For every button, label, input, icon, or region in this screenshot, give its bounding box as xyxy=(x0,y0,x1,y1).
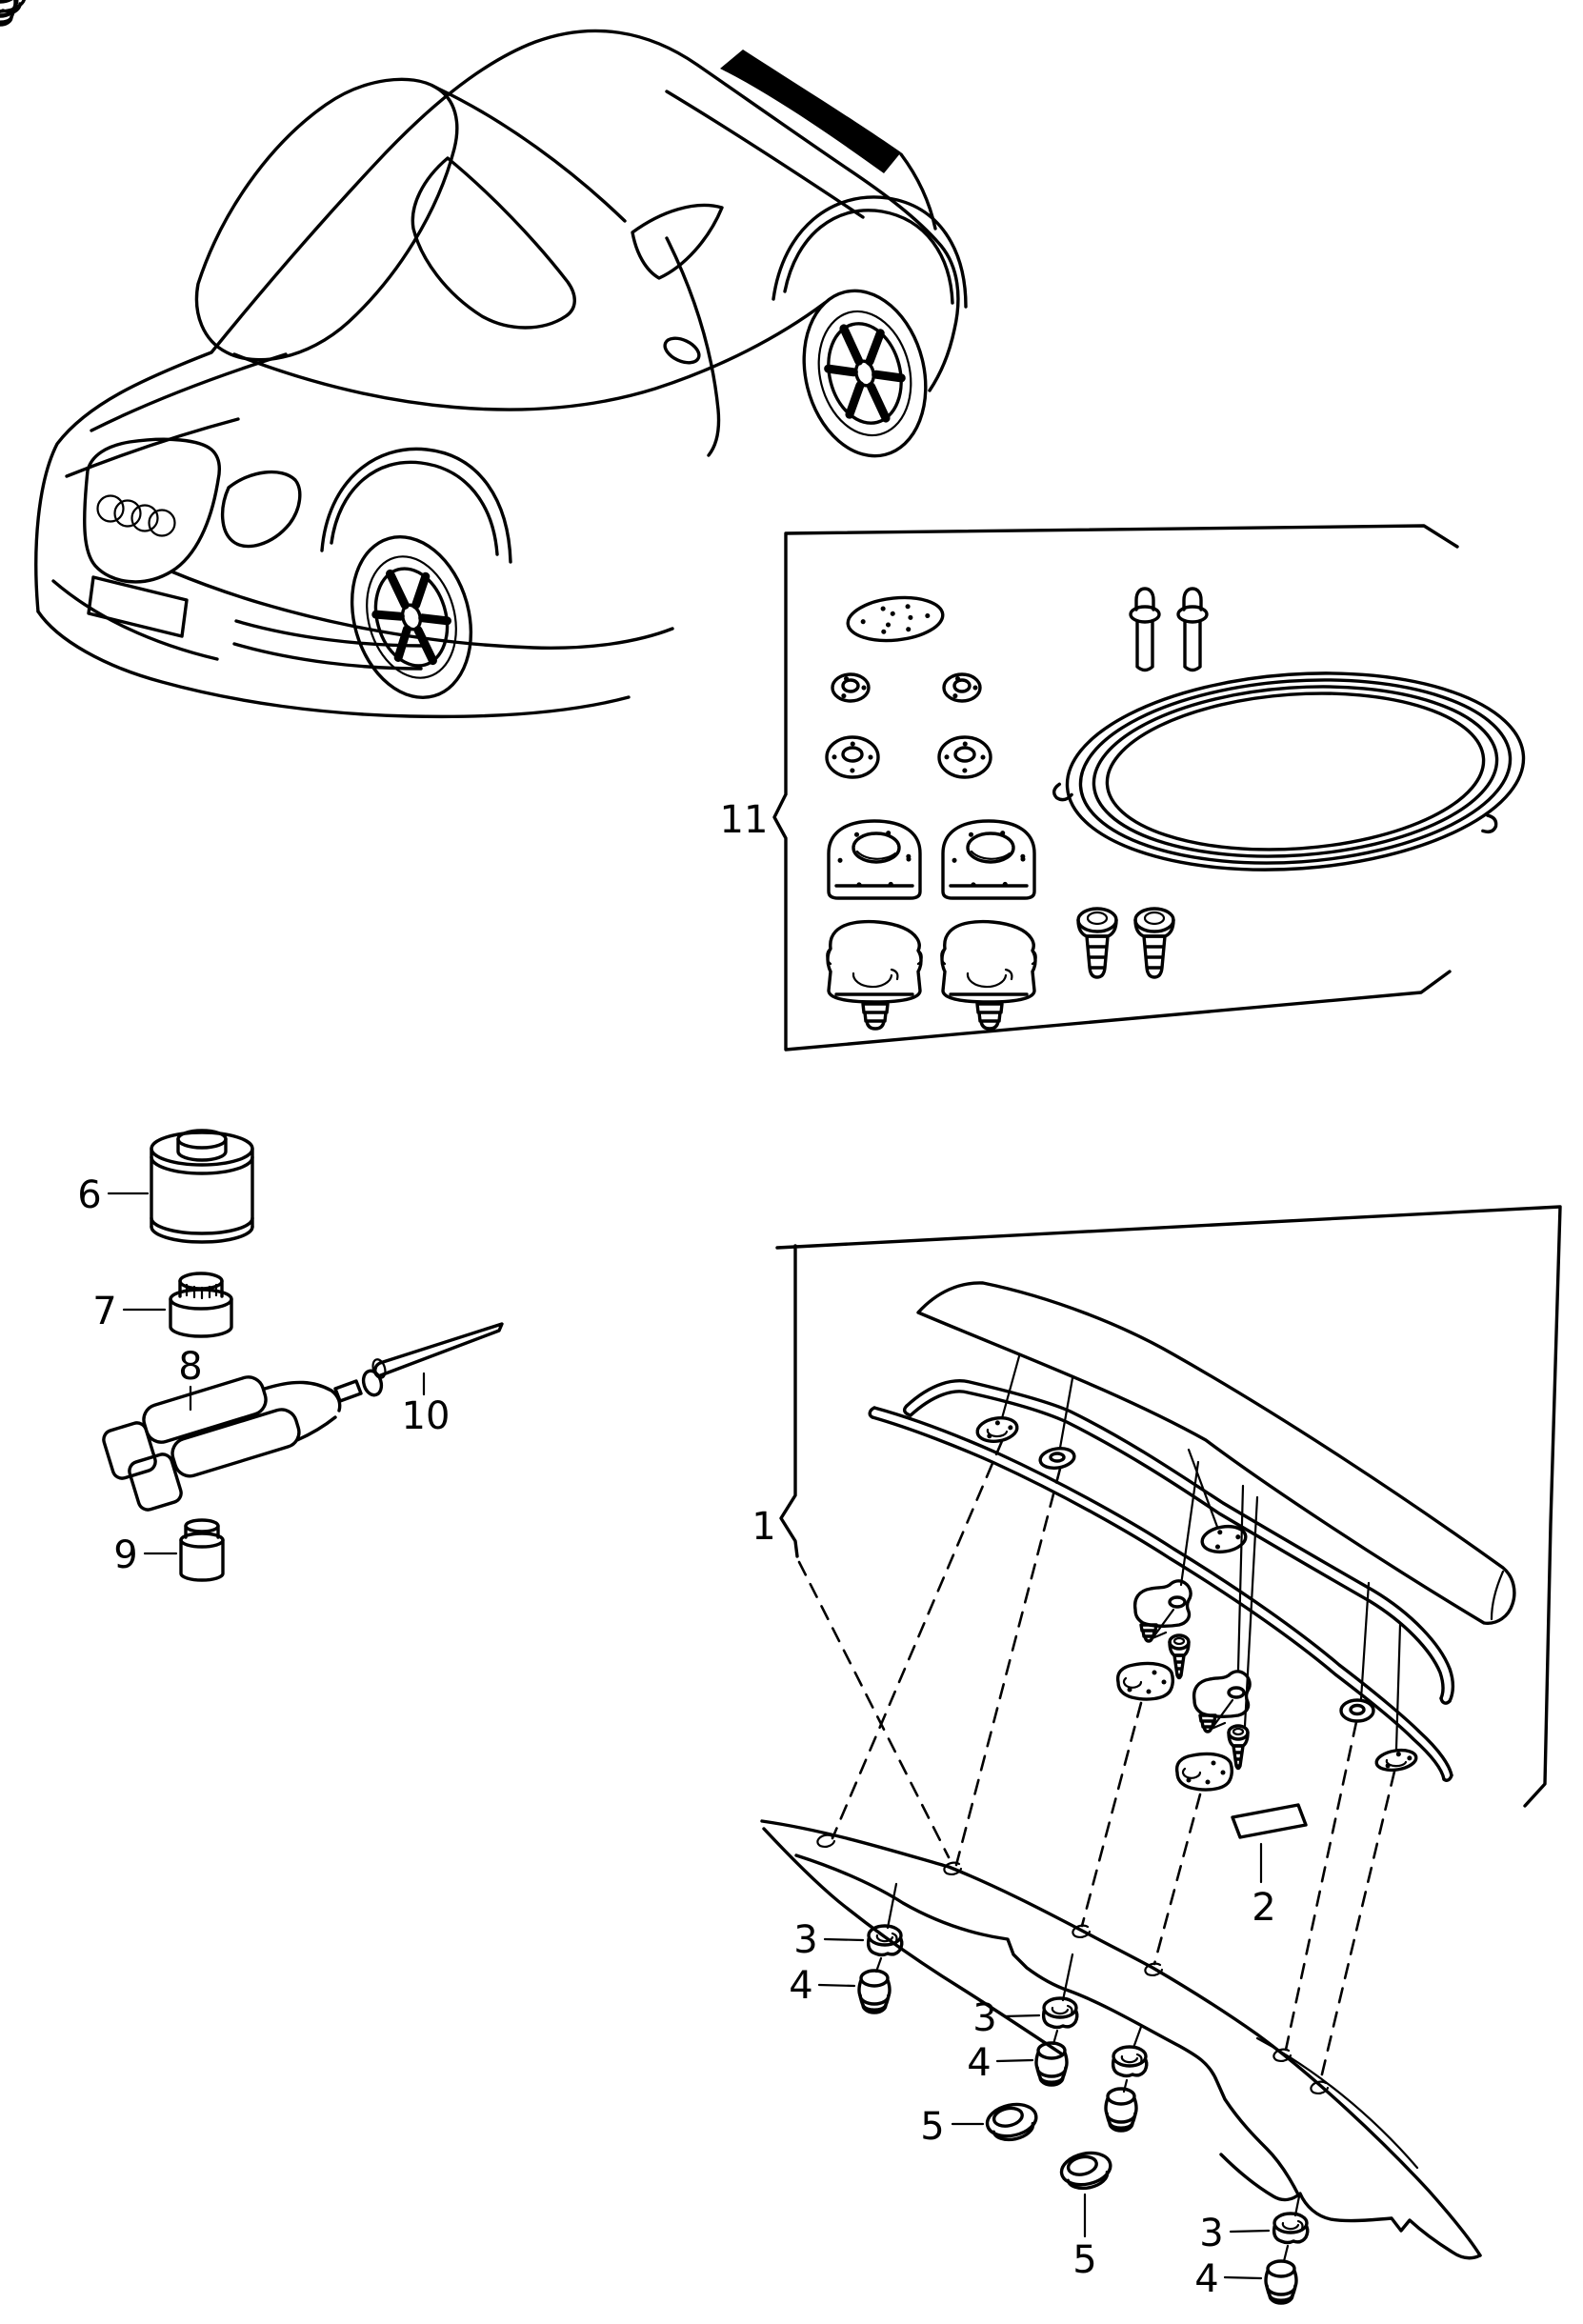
canister-part-6 xyxy=(151,1131,252,1242)
callout-labels xyxy=(77,798,1275,2301)
kit-screw-left xyxy=(1078,909,1116,977)
assembly-leader-lines xyxy=(832,1356,1400,2082)
kit-dpad-left xyxy=(829,821,920,898)
kit-pin-right xyxy=(1178,589,1207,671)
jar-part-7 xyxy=(170,1273,231,1336)
callout-3-middle: 3 xyxy=(972,1996,997,2040)
spoiler-blade xyxy=(918,1283,1514,1623)
callout-8: 8 xyxy=(178,1345,203,1389)
mount-pad-dotted-left xyxy=(975,1415,1018,1444)
kit-washer-large-left xyxy=(827,737,878,777)
kit-washer-small-left xyxy=(832,674,869,701)
washer-dotted-right xyxy=(1375,1748,1418,1773)
leader-4-right xyxy=(1225,2277,1261,2278)
leader-4-left xyxy=(819,1985,854,1986)
kit-washer-large-right xyxy=(939,737,991,777)
beltline xyxy=(234,303,825,410)
callout-4-middle: 4 xyxy=(967,2041,992,2085)
callout-5-upper: 5 xyxy=(920,2105,945,2149)
washer-right xyxy=(1341,1700,1373,1721)
door-handle xyxy=(661,333,703,368)
kit-screw-right xyxy=(1135,909,1173,977)
rubber-buffer-middle xyxy=(1036,2043,1067,2085)
rubber-buffer-extra xyxy=(1106,2089,1136,2131)
kit-box-outline xyxy=(774,526,1457,1050)
headlight xyxy=(223,472,300,547)
kit-clamp-left xyxy=(827,922,922,1029)
grommet-lower xyxy=(1058,2149,1113,2193)
roof-edge-line xyxy=(436,88,625,221)
mixer-nozzle-part-10 xyxy=(371,1324,502,1379)
valance-holes xyxy=(817,1835,1328,2094)
spreader-nut-left xyxy=(869,1926,902,1955)
lip-inner-contour xyxy=(1257,2038,1417,2168)
rear-wheel-arch-outer xyxy=(773,197,966,307)
callout-9: 9 xyxy=(113,1533,138,1577)
kit-sealing-cord-coil xyxy=(1047,659,1530,886)
bottle-part-9 xyxy=(181,1520,223,1580)
kit-dpad-right xyxy=(943,821,1034,898)
adhesive-strip-part-2 xyxy=(1232,1805,1306,1837)
leader-3-left xyxy=(825,1939,863,1940)
spreader-nut-middle xyxy=(1044,1998,1077,2028)
callout-4-left: 4 xyxy=(789,1964,813,2008)
rubber-buffer-right xyxy=(1266,2261,1296,2303)
kit-washer-small-right xyxy=(944,674,980,701)
clamp-hardware-set-a xyxy=(1118,1581,1191,1699)
callout-4-right: 4 xyxy=(1194,2257,1219,2301)
kit-clamp-right xyxy=(941,922,1036,1029)
assembly-frame xyxy=(777,1207,1560,1806)
spreader-nut-extra xyxy=(1113,2047,1147,2076)
callout-2: 2 xyxy=(1252,1886,1276,1930)
valance-part-leaders xyxy=(876,1884,1299,2261)
leader-3-middle xyxy=(1004,2015,1039,2016)
callout-5-lower: 5 xyxy=(1072,2238,1097,2282)
car-illustration xyxy=(36,30,966,716)
spoiler-assembly xyxy=(777,1207,1560,2082)
bumper-line-c xyxy=(234,644,421,669)
callout-1: 1 xyxy=(751,1505,776,1549)
spreader-nut-right xyxy=(1274,2214,1308,2243)
kit-adhesive-pad xyxy=(846,593,945,645)
front-wheel xyxy=(334,523,490,711)
roof-spoiler-highlight xyxy=(720,50,901,173)
callout-3-right: 3 xyxy=(1199,2212,1224,2255)
leader-3-right xyxy=(1231,2231,1269,2232)
adhesive-consumables xyxy=(101,1131,502,1580)
repair-kit-box xyxy=(774,526,1531,1050)
valance-top-edge-and-lip xyxy=(762,1821,1480,2255)
rubber-buffer-left xyxy=(859,1971,890,2013)
side-window xyxy=(412,158,574,328)
callout-10: 10 xyxy=(401,1394,451,1438)
grommet-upper xyxy=(984,2100,1039,2144)
callout-6: 6 xyxy=(77,1173,102,1217)
hood-crease-b xyxy=(67,419,238,476)
kit-pin-left xyxy=(1131,589,1159,671)
quarter-window xyxy=(632,206,722,278)
applicator-part-8 xyxy=(101,1369,384,1513)
rear-wheel xyxy=(788,278,943,470)
callout-7: 7 xyxy=(92,1290,117,1333)
washer-middle xyxy=(1039,1446,1076,1470)
clamp-hardware-set-b xyxy=(1177,1672,1250,1790)
assembly-frame-dashed-edge xyxy=(799,1562,949,1857)
callout-3-left: 3 xyxy=(793,1918,818,1962)
callout-11: 11 xyxy=(719,798,769,842)
audi-rings-icon xyxy=(98,496,175,536)
leader-4-middle xyxy=(997,2060,1032,2061)
license-plate xyxy=(89,577,187,636)
